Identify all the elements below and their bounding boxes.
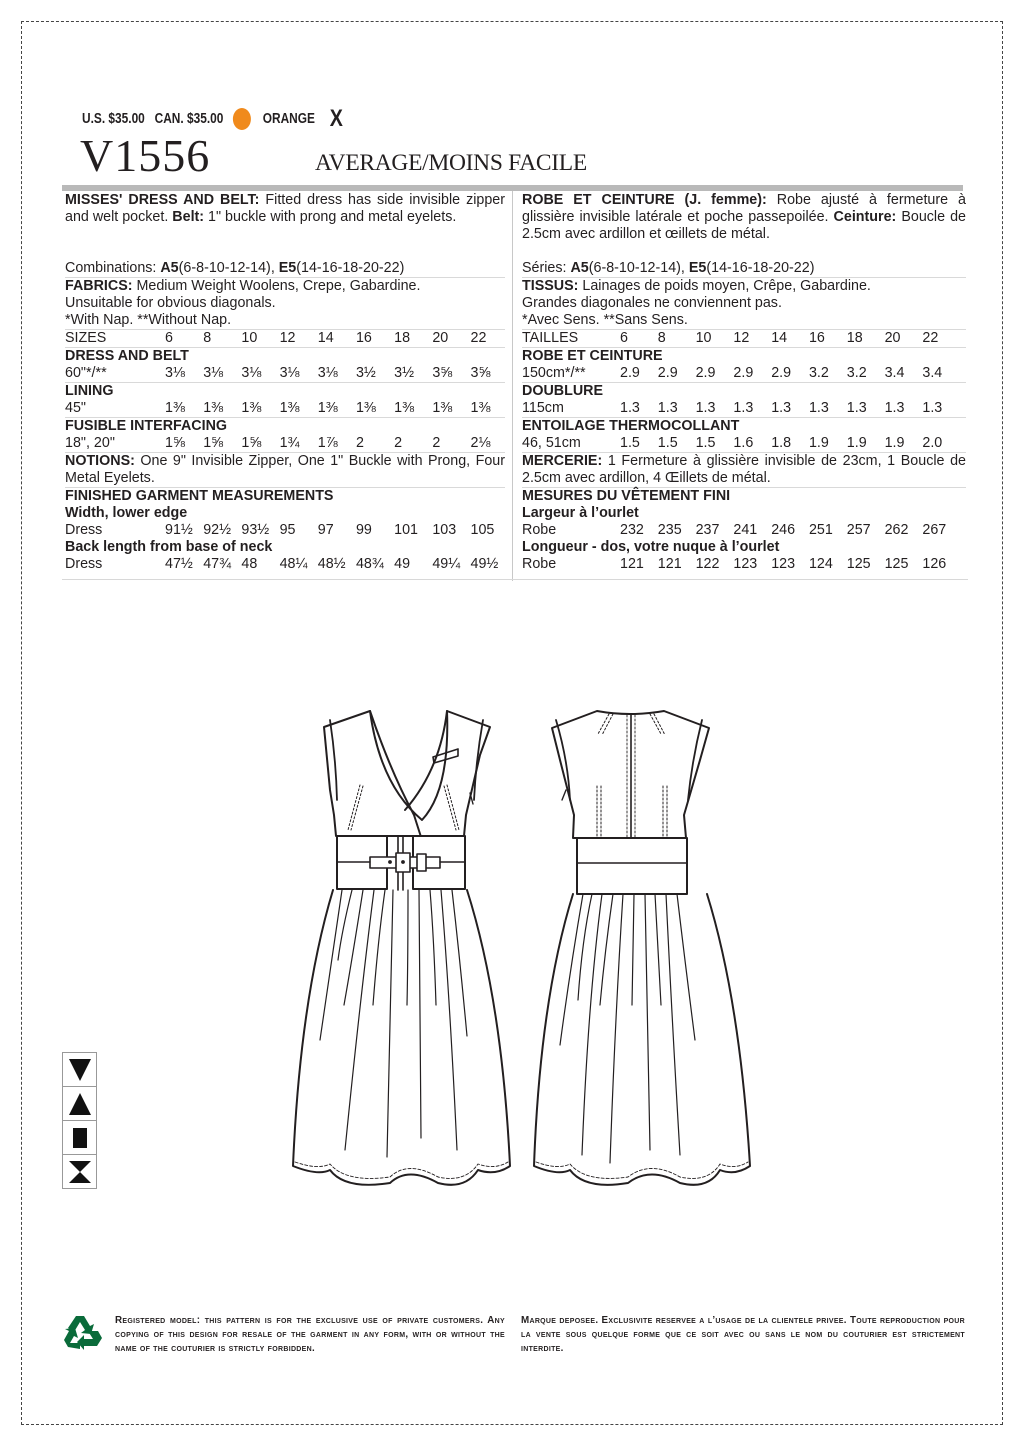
yardage-sections bbox=[522, 348, 966, 453]
combo-e: E5 bbox=[688, 260, 707, 276]
table-cell: 126 bbox=[922, 556, 947, 572]
size-cell: 22 bbox=[922, 330, 939, 346]
fabrics bbox=[65, 278, 505, 295]
combinations-label: Séries: bbox=[522, 260, 571, 276]
table-cell: 1.3 bbox=[695, 400, 716, 416]
size-cell: 16 bbox=[355, 330, 372, 346]
measurement-sections bbox=[522, 505, 966, 573]
description bbox=[522, 192, 966, 243]
fabrics-text: Medium Weight Woolens, Crepe, Gabardine. bbox=[132, 278, 421, 294]
table-cell: 48¼ bbox=[279, 556, 308, 572]
yardage-sections bbox=[65, 348, 505, 453]
table-cell: 1⅝ bbox=[241, 435, 262, 451]
table-cell: 3⅛ bbox=[165, 365, 185, 381]
table-cell: 2.0 bbox=[922, 435, 943, 451]
table-cell: 1⅜ bbox=[432, 400, 453, 416]
table-cell: 1⅜ bbox=[355, 400, 376, 416]
combo-e: E5 bbox=[278, 260, 297, 276]
size-cell: 8 bbox=[657, 330, 666, 346]
finished-heading: MESURES DU VÊTEMENT FINI bbox=[522, 488, 731, 504]
size-cell: 20 bbox=[884, 330, 901, 346]
row-label: 115cm bbox=[522, 400, 564, 416]
difficulty-label: AVERAGE/MOINS FACILE bbox=[315, 150, 587, 176]
row-label: Robe bbox=[522, 522, 557, 538]
recycle-icon bbox=[62, 1312, 104, 1352]
combo-e-sizes: (14-16-18-20-22) bbox=[296, 260, 405, 276]
table-cell: 3⅛ bbox=[241, 365, 262, 381]
back-skirt-outline bbox=[534, 894, 750, 1185]
table-cell: 1.3 bbox=[733, 400, 754, 416]
belt-eyelet bbox=[402, 861, 405, 864]
table-cell: 1.9 bbox=[884, 435, 905, 451]
front-bodice-outline bbox=[324, 711, 490, 836]
table-cell: 1.6 bbox=[733, 435, 754, 451]
table-cell: 2.9 bbox=[733, 365, 754, 381]
belt-loop bbox=[417, 854, 426, 871]
table-cell: 48½ bbox=[317, 556, 346, 572]
table-cell: 92½ bbox=[203, 522, 232, 538]
table-cell: 1⅜ bbox=[394, 400, 414, 416]
table-cell: 124 bbox=[808, 556, 833, 572]
table-cell: 125 bbox=[846, 556, 871, 572]
size-cell: 10 bbox=[241, 330, 258, 346]
table-cell: 1.5 bbox=[657, 435, 678, 451]
fabrics-label: FABRICS: bbox=[65, 278, 133, 294]
table-cell: 1⅜ bbox=[279, 400, 300, 416]
notions bbox=[522, 453, 966, 488]
table-cell: 3.2 bbox=[846, 365, 867, 381]
notions-text: One 9" Invisible Zipper, One 1" Buckle with Prong, Four Metal Eyelets. bbox=[65, 453, 505, 486]
table-cell: 1.3 bbox=[922, 400, 943, 416]
table-cell: 241 bbox=[733, 522, 758, 538]
measurement-row bbox=[522, 556, 966, 573]
description-text: Robe ajusté à fermeture à glissière invisible latérale et poche passepoilée. bbox=[522, 192, 966, 225]
combo-e-sizes: (14-16-18-20-22) bbox=[706, 260, 815, 276]
table-cell: 246 bbox=[771, 522, 796, 538]
table-cell: 125 bbox=[884, 556, 909, 572]
size-cell: 6 bbox=[620, 330, 628, 346]
yardage-row bbox=[522, 400, 966, 418]
notions-label: MERCERIE: bbox=[522, 453, 603, 469]
size-cell: 18 bbox=[394, 330, 411, 346]
row-label: 46, 51cm bbox=[522, 435, 581, 451]
row-label: Dress bbox=[65, 556, 103, 572]
fabrics-text: Lainages de poids moyen, Crêpe, Gabardine. bbox=[578, 278, 871, 294]
table-cell: 3⅛ bbox=[317, 365, 338, 381]
combo-a-sizes: (6-8-10-12-14), bbox=[588, 260, 689, 276]
description-text: Fitted dress has side invisible zipper and welt pocket. bbox=[65, 192, 506, 225]
table-cell: 1.3 bbox=[771, 400, 792, 416]
table-cell: 1.9 bbox=[808, 435, 829, 451]
table-cell: 2 bbox=[432, 435, 441, 451]
yardage-row bbox=[65, 435, 505, 453]
row-label: Robe bbox=[522, 556, 557, 572]
row-label: 150cm*/** bbox=[522, 365, 586, 381]
table-cell: 99 bbox=[355, 522, 372, 538]
triangle-down-icon bbox=[63, 1053, 96, 1087]
measurement-heading: Longueur - dos, votre nuque à l’ourlet bbox=[522, 539, 780, 555]
table-cell: 3.4 bbox=[922, 365, 943, 381]
combinations bbox=[65, 260, 505, 278]
table-cell: 2⅛ bbox=[470, 435, 491, 451]
finished-heading: FINISHED GARMENT MEASUREMENTS bbox=[65, 488, 334, 504]
table-cell: 1⅜ bbox=[203, 400, 224, 416]
table-cell: 47½ bbox=[165, 556, 193, 572]
table-cell: 2 bbox=[394, 435, 403, 451]
fabrics-label: TISSUS: bbox=[522, 278, 579, 294]
table-cell: 1¾ bbox=[279, 435, 300, 451]
table-cell: 3⅛ bbox=[279, 365, 300, 381]
combinations-label: Combinations: bbox=[65, 260, 161, 276]
belt-text: 1" buckle with prong and metal eyelets. bbox=[204, 209, 457, 225]
description bbox=[65, 192, 505, 226]
english-column bbox=[65, 192, 505, 573]
fabrics bbox=[522, 278, 966, 295]
belt-label: Belt: bbox=[172, 209, 205, 225]
table-cell: 1.5 bbox=[620, 435, 640, 451]
x-mark: X bbox=[329, 105, 343, 132]
description-title: MISSES' DRESS AND BELT: bbox=[65, 192, 260, 208]
table-cell: 1⅜ bbox=[317, 400, 338, 416]
front-view-drawing bbox=[293, 711, 510, 1185]
size-cell: 8 bbox=[203, 330, 212, 346]
measurement-heading: Back length from base of neck bbox=[65, 539, 273, 555]
table-cell: 2.9 bbox=[771, 365, 792, 381]
table-cell: 2 bbox=[355, 435, 364, 451]
table-cell: 48 bbox=[241, 556, 258, 572]
table-cell: 1.3 bbox=[808, 400, 829, 416]
front-skirt-outline bbox=[293, 890, 510, 1185]
column-divider bbox=[512, 191, 513, 581]
description-title: ROBE ET CEINTURE (J. femme): bbox=[522, 192, 767, 208]
price-can: CAN. $35.00 bbox=[154, 111, 224, 127]
yardage-row bbox=[65, 365, 505, 383]
notions-text: 1 Fermeture à glissière invisible de 23cm, 1 Boucle de 2.5cm avec ardillon, 4 Œillets de métal. bbox=[522, 453, 966, 486]
table-cell: 91½ bbox=[165, 522, 193, 538]
table-cell: 1.5 bbox=[695, 435, 716, 451]
belt-label: Ceinture: bbox=[833, 209, 897, 225]
back-view-drawing bbox=[534, 711, 750, 1185]
yardage-row bbox=[522, 365, 966, 383]
belt-eyelet bbox=[389, 861, 392, 864]
table-cell: 93½ bbox=[241, 522, 270, 538]
table-cell: 1⅝ bbox=[203, 435, 224, 451]
table-cell: 2.9 bbox=[695, 365, 716, 381]
table-cell: 49¼ bbox=[432, 556, 461, 572]
color-dot-icon bbox=[233, 108, 251, 130]
table-cell: 257 bbox=[846, 522, 871, 538]
row-label: 45" bbox=[65, 400, 86, 416]
combo-a-sizes: (6-8-10-12-14), bbox=[178, 260, 279, 276]
section-heading: ROBE ET CEINTURE bbox=[522, 348, 663, 364]
section-heading: FUSIBLE INTERFACING bbox=[65, 418, 228, 434]
table-cell: 1.3 bbox=[846, 400, 867, 416]
table-cell: 2.9 bbox=[657, 365, 678, 381]
front-skirt-pleats bbox=[320, 890, 467, 1157]
unsuitable-note: Grandes diagonales ne conviennent pas. bbox=[522, 295, 782, 311]
combo-a: A5 bbox=[570, 260, 589, 276]
table-cell: 123 bbox=[733, 556, 758, 572]
table-cell: 1.9 bbox=[846, 435, 867, 451]
table-cell: 3.4 bbox=[884, 365, 905, 381]
measurement-heading: Largeur à l’ourlet bbox=[522, 505, 639, 521]
table-cell: 47¾ bbox=[203, 556, 232, 572]
back-waistband bbox=[577, 838, 687, 894]
french-column bbox=[522, 192, 966, 573]
size-cell: 20 bbox=[432, 330, 449, 346]
table-cell: 1⅝ bbox=[165, 435, 185, 451]
table-cell: 1.3 bbox=[657, 400, 678, 416]
size-symbol-legend bbox=[62, 1052, 97, 1189]
table-cell: 48¾ bbox=[355, 556, 384, 572]
section-heading: DRESS AND BELT bbox=[65, 348, 189, 364]
table-cell: 49 bbox=[394, 556, 411, 572]
row-label: 60"*/** bbox=[65, 365, 107, 381]
table-cell: 1.8 bbox=[771, 435, 792, 451]
table-cell: 1.3 bbox=[620, 400, 640, 416]
table-cell: 123 bbox=[771, 556, 796, 572]
yardage-row bbox=[522, 435, 966, 453]
square-icon bbox=[63, 1121, 96, 1155]
row-label: 18", 20" bbox=[65, 435, 115, 451]
measurement-sections bbox=[65, 505, 505, 573]
legal-notice-english: Registered model: this pattern is for the exclusive use of private customers. Any copying of this design for resale of the garment in any form, with or without the name of the couturier is strictly forbidden. bbox=[115, 1315, 505, 1355]
legal-notice-french: Marque deposee. Exclusivite reservee a l’usage de la clientele privee. Toute reproduction pour la vente sous quelque forme que ce soit avec ou sans le nom du couturier est strictement interdite. bbox=[521, 1315, 965, 1355]
dress-technical-drawings bbox=[290, 700, 780, 1200]
section-heading: LINING bbox=[65, 383, 114, 399]
measurement-row bbox=[65, 556, 505, 573]
unsuitable-note: Unsuitable for obvious diagonals. bbox=[65, 295, 276, 311]
table-cell: 101 bbox=[394, 522, 418, 538]
size-cell: 16 bbox=[808, 330, 825, 346]
table-cell: 237 bbox=[695, 522, 720, 538]
size-cell: 10 bbox=[695, 330, 712, 346]
table-bottom-rule bbox=[62, 579, 968, 580]
nap-note: *Avec Sens. **Sans Sens. bbox=[522, 312, 966, 330]
sizes-row bbox=[65, 330, 505, 348]
measurement-row bbox=[65, 522, 505, 539]
size-cell: 14 bbox=[771, 330, 788, 346]
combinations bbox=[522, 260, 966, 278]
table-cell: 1⅜ bbox=[470, 400, 491, 416]
table-cell: 3⅝ bbox=[432, 365, 453, 381]
table-cell: 1⅞ bbox=[317, 435, 338, 451]
notions bbox=[65, 453, 505, 488]
sizes-row bbox=[522, 330, 966, 348]
sizes-label: SIZES bbox=[65, 330, 107, 346]
color-label: ORANGE bbox=[262, 111, 315, 127]
price-line bbox=[82, 105, 353, 133]
row-label: Dress bbox=[65, 522, 103, 538]
table-cell: 3.2 bbox=[808, 365, 829, 381]
size-cell: 6 bbox=[165, 330, 173, 346]
section-heading: DOUBLURE bbox=[522, 383, 604, 399]
table-cell: 121 bbox=[657, 556, 682, 572]
triangle-up-icon bbox=[63, 1087, 96, 1121]
hourglass-icon bbox=[63, 1155, 96, 1188]
table-cell: 95 bbox=[279, 522, 296, 538]
table-cell: 235 bbox=[657, 522, 682, 538]
price-us: U.S. $35.00 bbox=[82, 111, 145, 127]
size-cell: 12 bbox=[733, 330, 750, 346]
table-cell: 121 bbox=[620, 556, 644, 572]
yardage-row bbox=[65, 400, 505, 418]
table-cell: 262 bbox=[884, 522, 909, 538]
table-cell: 3½ bbox=[355, 365, 376, 381]
table-cell: 3⅝ bbox=[470, 365, 491, 381]
size-cell: 22 bbox=[470, 330, 487, 346]
table-cell: 97 bbox=[317, 522, 334, 538]
table-cell: 3½ bbox=[394, 365, 414, 381]
table-cell: 232 bbox=[620, 522, 644, 538]
back-zipper-pull bbox=[562, 790, 566, 800]
table-cell: 1⅜ bbox=[241, 400, 262, 416]
measurement-row bbox=[522, 522, 966, 539]
measurement-heading: Width, lower edge bbox=[65, 505, 188, 521]
pattern-number: V1556 bbox=[80, 130, 211, 181]
size-cell: 14 bbox=[317, 330, 334, 346]
size-cell: 18 bbox=[846, 330, 863, 346]
table-cell: 251 bbox=[808, 522, 833, 538]
sizes-label: TAILLES bbox=[522, 330, 579, 346]
table-cell: 3⅛ bbox=[203, 365, 224, 381]
belt-text: Boucle de 2.5cm avec ardillon et œillets de métal. bbox=[522, 209, 966, 242]
nap-note: *With Nap. **Without Nap. bbox=[65, 312, 505, 330]
table-cell: 267 bbox=[922, 522, 947, 538]
table-cell: 105 bbox=[470, 522, 495, 538]
table-cell: 49½ bbox=[470, 556, 499, 572]
table-cell: 1.3 bbox=[884, 400, 905, 416]
combo-a: A5 bbox=[160, 260, 179, 276]
table-cell: 1⅜ bbox=[165, 400, 185, 416]
size-cell: 12 bbox=[279, 330, 296, 346]
back-skirt-pleats bbox=[560, 894, 695, 1163]
notions-label: NOTIONS: bbox=[65, 453, 135, 469]
table-cell: 122 bbox=[695, 556, 720, 572]
section-heading: ENTOILAGE THERMOCOLLANT bbox=[522, 418, 740, 434]
table-cell: 2.9 bbox=[620, 365, 640, 381]
table-cell: 103 bbox=[432, 522, 457, 538]
